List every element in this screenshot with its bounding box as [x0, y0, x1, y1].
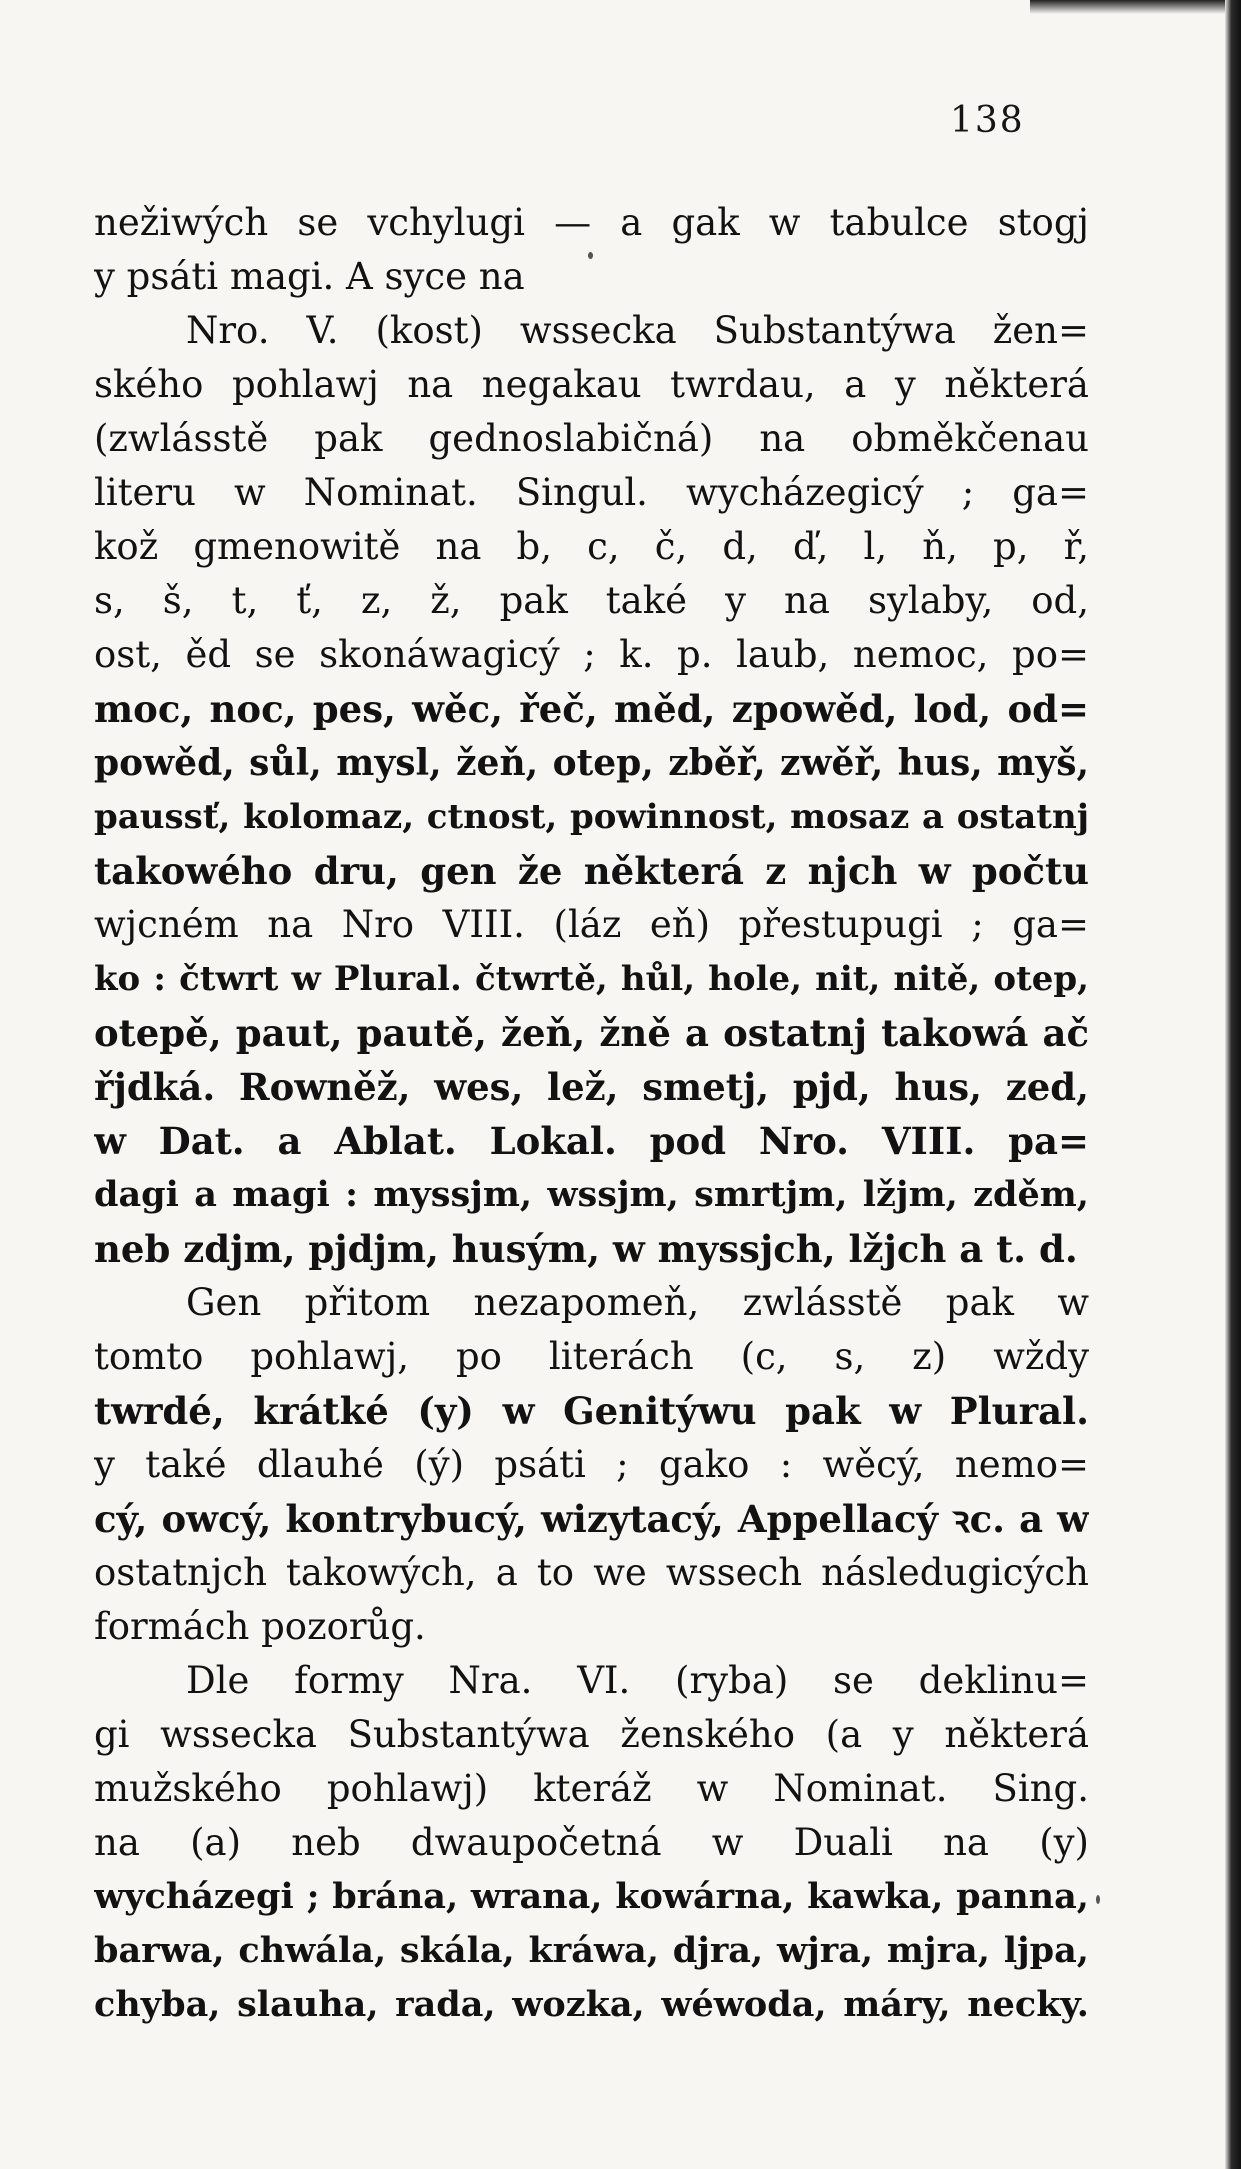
text-line: řjdká. Rowněž, wes, lež, smetj, pjd, hus, zed, — [94, 1065, 1089, 1109]
text-line: paussť, kolomaz, ctnost, powinnost, mosaz a ostatnj — [94, 797, 1089, 837]
text-line: kož gmenowitě na b, c, č, d, ď, l, ň, p, ř, — [94, 525, 1089, 568]
page-number: 138 — [950, 100, 1025, 141]
text-line: Gen přitom nezapomeň, zwlásstě pak w — [186, 1281, 1089, 1324]
text-line: ko : čtwrt w Plural. čtwrtě, hůl, hole, nit, nitě, otep, — [94, 959, 1089, 999]
text-line: nežiwých se vchylugi — a gak w tabulce stogj — [94, 201, 1089, 244]
text-line: wycházegi ; brána, wrana, kowárna, kawka, panna, — [94, 1876, 1089, 1917]
text-line: dagi a magi : myssjm, wssjm, smrtjm, lžjm, zděm, — [94, 1174, 1089, 1215]
text-line: ostatnjch takowých, a to we wssech následugicých — [94, 1551, 1089, 1594]
page-text — [94, 196, 1089, 2032]
text-line: cý, owcý, kontrybucý, wizytacý, Appellacý ꝛc. a w — [94, 1497, 1089, 1541]
text-line: takowého dru, gen že některá z njch w počtu — [94, 849, 1089, 893]
text-line: otepě, paut, pautě, žeň, žně a ostatnj takowá ač — [94, 1011, 1089, 1055]
text-line: tomto pohlawj, po literách (c, s, z) wždy — [94, 1335, 1089, 1378]
text-line: s, š, t, ť, z, ž, pak také y na sylaby, od, — [94, 579, 1089, 622]
text-line: ost, ěd se skonáwagicý ; k. p. laub, nemoc, po= — [94, 633, 1089, 676]
text-line: formách pozorůg. — [94, 1605, 426, 1648]
text-line: twrdé, krátké (y) w Genitýwu pak w Plural. — [94, 1389, 1089, 1433]
text-line: barwa, chwála, skála, kráwa, djra, wjra, mjra, ljpa, — [94, 1930, 1089, 1971]
ink-speck — [588, 252, 593, 259]
text-line: y psáti magi. A syce na — [94, 255, 525, 298]
page-edge-shadow — [1030, 0, 1230, 14]
text-line: neb zdjm, pjdjm, husým, w myssjch, lžjch a t. d. — [94, 1227, 1078, 1271]
text-line: na (a) neb dwaupočetná w Duali na (y) — [94, 1821, 1089, 1864]
text-line: y také dlauhé (ý) psáti ; gako : wěcý, nemo= — [94, 1443, 1089, 1486]
ink-speck — [1096, 1895, 1100, 1904]
text-line: (zwlásstě pak gednoslabičná) na obměkčenau — [94, 417, 1089, 460]
text-line: gi wssecka Substantýwa ženského (a y některá — [94, 1713, 1089, 1756]
binding-shadow — [1225, 0, 1241, 2169]
text-line: chyba, slauha, rada, wozka, wéwoda, máry, necky. — [94, 1984, 1089, 2025]
text-line: Nro. V. (kost) wssecka Substantýwa žen= — [186, 309, 1089, 352]
text-line: wjcném na Nro VIII. (láz eň) přestupugi ; ga= — [94, 903, 1089, 946]
text-line: ského pohlawj na negakau twrdau, a y některá — [94, 363, 1089, 406]
text-line: powěd, sůl, mysl, žeň, otep, zběř, zwěř, hus, myš, — [94, 742, 1089, 784]
text-line: Dle formy Nra. VI. (ryba) se deklinu= — [186, 1659, 1089, 1702]
text-line: literu w Nominat. Singul. wycházegicý ; ga= — [94, 471, 1089, 514]
text-line: mužského pohlawj) kteráž w Nominat. Sing. — [94, 1767, 1089, 1810]
text-line: moc, noc, pes, wěc, řeč, měd, zpowěd, lod, od= — [94, 687, 1089, 731]
text-line: w Dat. a Ablat. Lokal. pod Nro. VIII. pa= — [94, 1119, 1089, 1163]
